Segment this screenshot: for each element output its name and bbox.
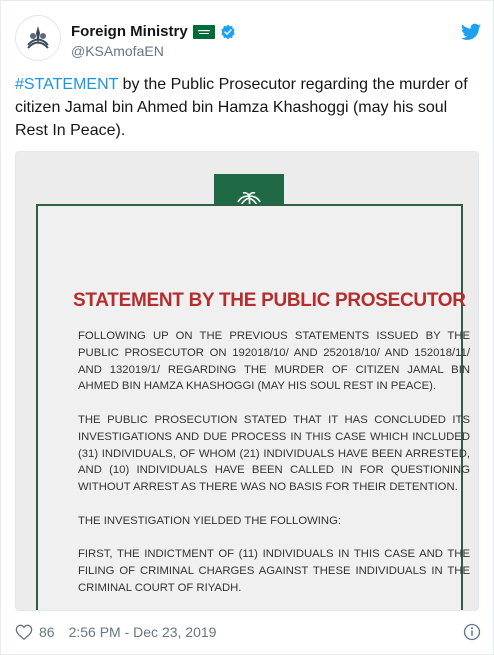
hashtag-link[interactable]: #STATEMENT [15,76,119,93]
tweet-timestamp[interactable]: 2:56 PM - Dec 23, 2019 [68,624,217,640]
twitter-bird-icon[interactable] [461,23,481,41]
document-body [78,328,470,611]
avatar[interactable] [15,15,61,61]
document-paragraph: FOLLOWING UP ON THE PREVIOUS STATEMENTS ISSUED BY THE PUBLIC PROSECUTOR ON 192018/10/ AND 252018/10/ AND 152018/11/ AND 132019/1/ REGARDING THE MURDER OF CITIZEN JAMAL BIN AHMED BIN HAMZA KHASHOGGI (MAY HIS SOUL REST IN PEACE). [78,330,470,393]
document-paragraph: THE INVESTIGATION YIELDED THE FOLLOWING: [78,514,342,527]
document-title: STATEMENT BY THE PUBLIC PROSECUTOR [73,290,466,311]
tweet-text-body: by the Public Prosecutor regarding the murder of citizen Jamal bin Ahmed bin Hamza Khashoggi (may his soul Rest In Peace). [15,76,468,139]
saudi-flag-icon [193,25,215,39]
tweet-footer [15,621,481,643]
verified-badge-icon [220,24,236,40]
like-count[interactable]: 86 [39,624,55,640]
info-icon[interactable] [463,623,481,641]
document-paragraph: THE PUBLIC PROSECUTION STATED THAT IT HAS CONCLUDED ITS INVESTIGATIONS AND DUE PROCESS IN THIS CASE WHICH INCLUDED (31) INDIVIDUALS, OF WHOM (21) INDIVIDUALS HAVE BEEN ARRESTED, AND (10) INDIVIDUALS HAVE BEEN CALLED IN FOR QUESTIONING WITHOUT ARREST AS THERE WAS NO BASIS FOR THEIR DETENTION. [78,413,470,494]
statement-document [36,204,470,611]
tweet-text [15,73,481,142]
document-paragraph: FIRST, THE INDICTMENT OF (11) INDIVIDUALS IN THIS CASE AND THE FILING OF CRIMINAL CHARGES AGAINST THESE INDIVIDUALS IN THE CRIMINAL COURT OF RIYADH. [78,548,470,594]
tweet-header [15,13,481,65]
tweet-media-image[interactable] [15,151,479,611]
account-handle[interactable]: @KSAmofaEN [71,43,164,59]
heart-icon[interactable] [15,624,33,640]
display-name[interactable]: Foreign Ministry [71,23,188,40]
saudi-emblem-icon [23,23,53,53]
name-row [71,23,236,40]
